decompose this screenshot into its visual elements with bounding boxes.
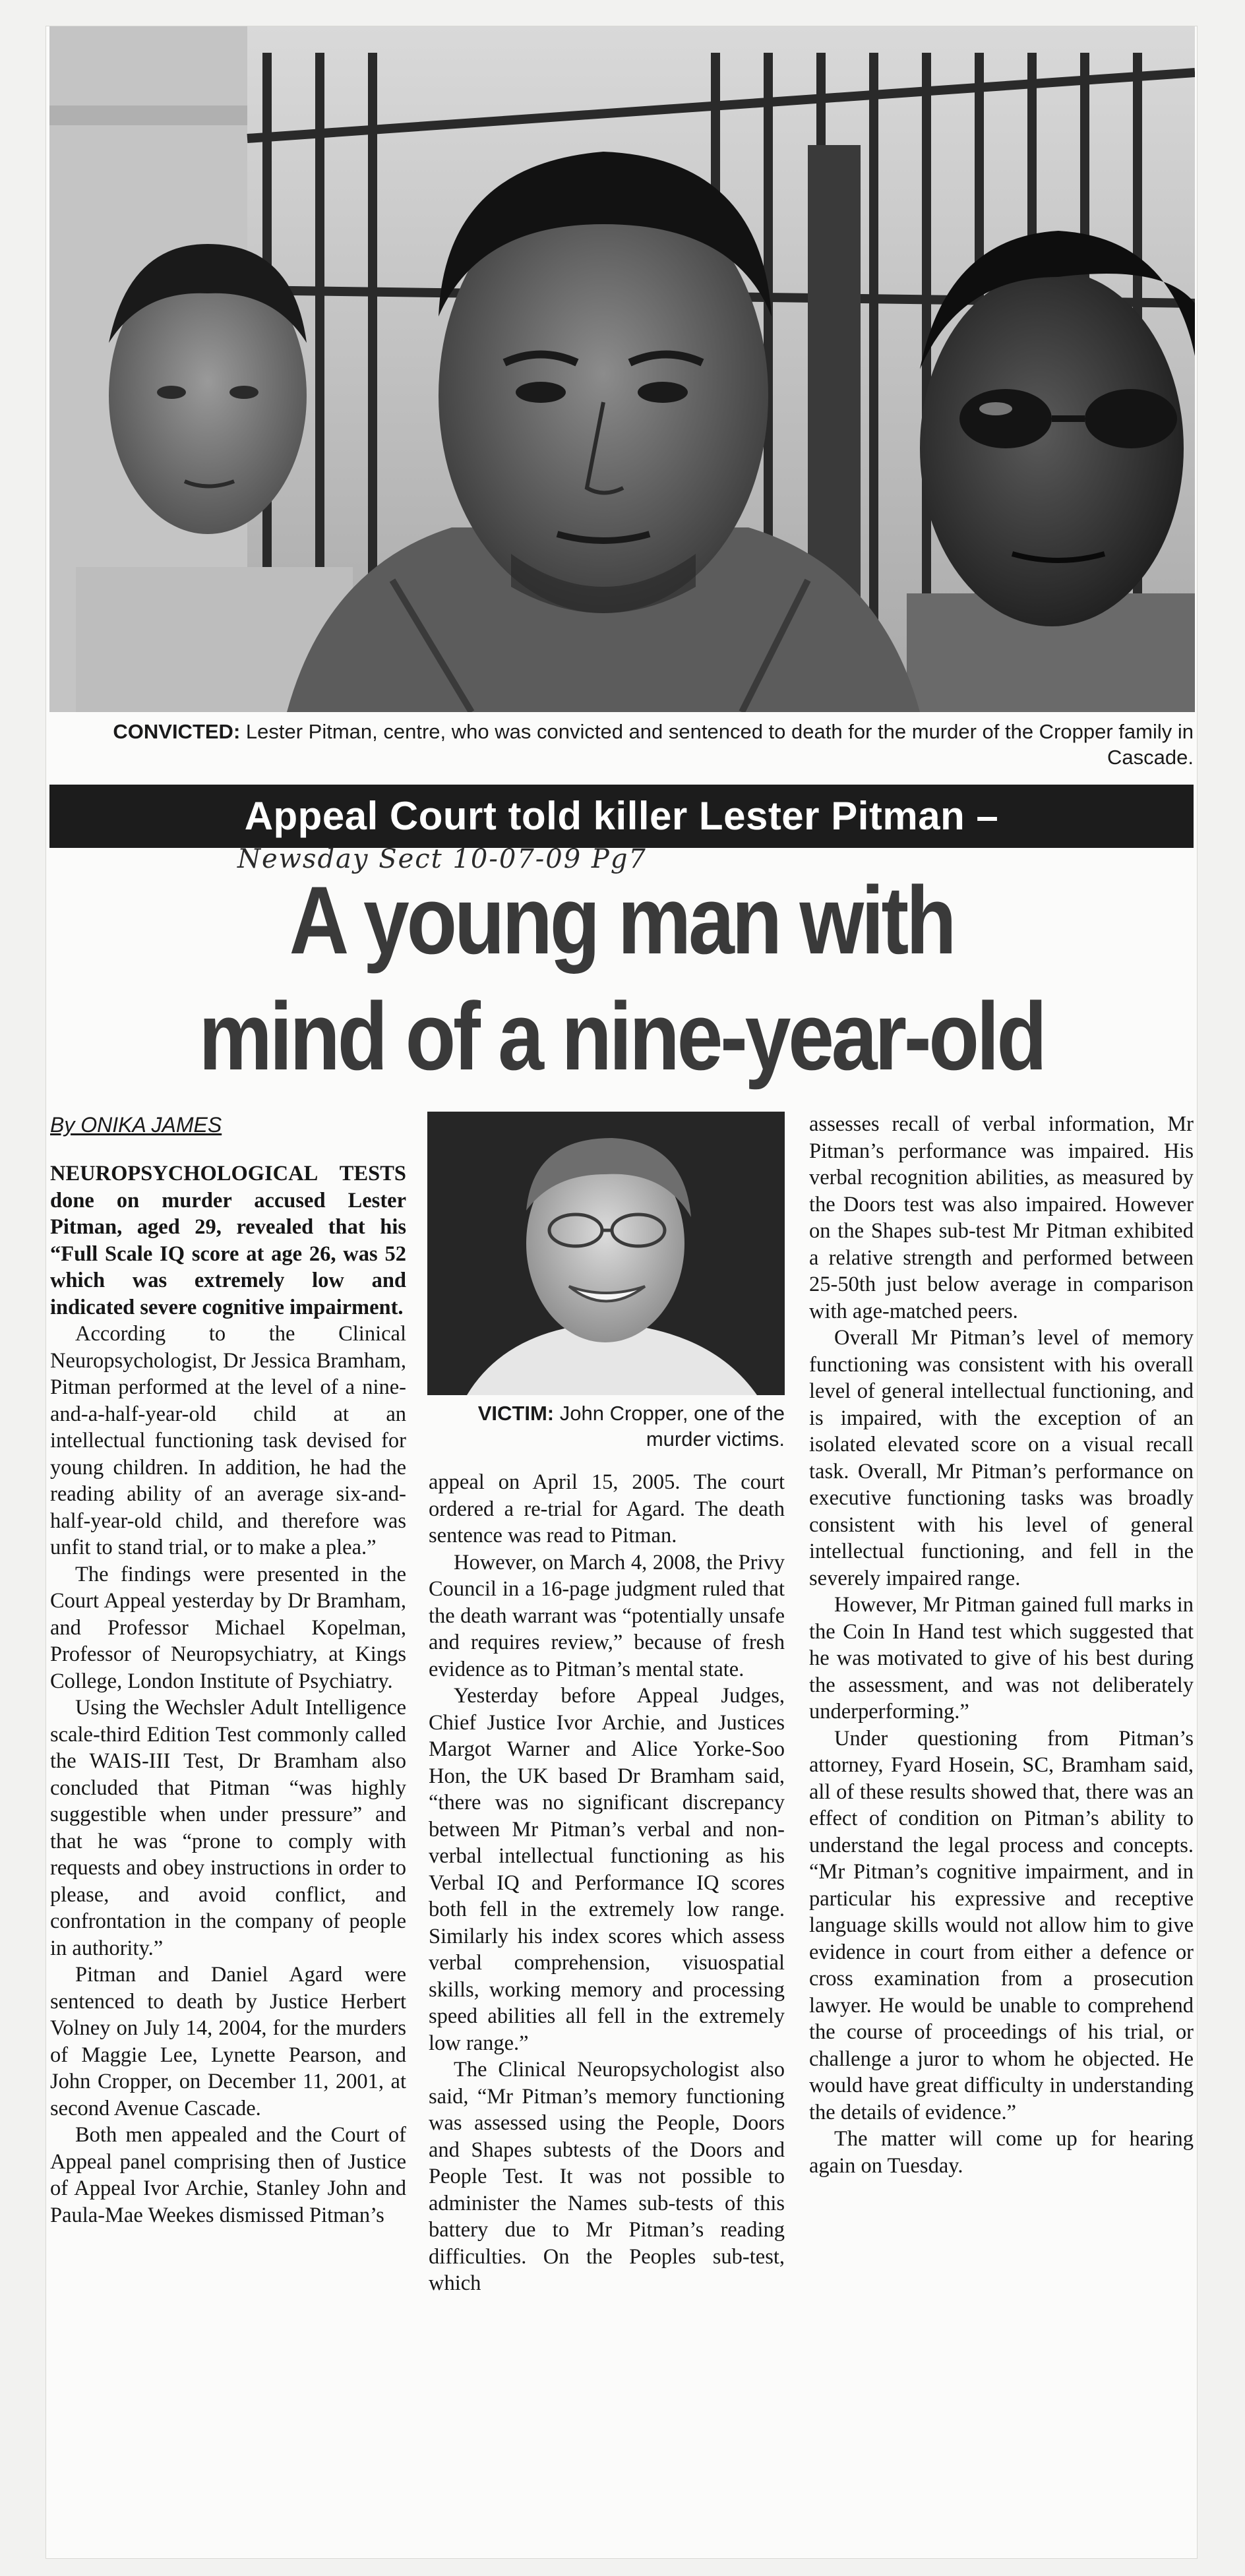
headline-line-2: mind of a nine-year-old	[198, 982, 1045, 1090]
article-column-1	[50, 1160, 406, 2229]
victim-photo-caption	[429, 1400, 785, 1452]
main-headline	[127, 862, 1116, 1094]
paragraph: According to the Clinical Neuropsychologist, Dr Jessica Bramham, Pitman performed at the level of a nine-and-a-half-year-old child at an intellectual functioning task devised for young children. In addition, he had the reading ability of an average six-and-half-year-old child, and therefore was unfit to stand trial, or to make a plea.”	[50, 1322, 406, 1559]
main-photo-caption	[53, 719, 1194, 770]
paragraph: Under questioning from Pitman’s attorney, Fyard Hosein, SC, Bramham said, all of these results showed that, there was an effect of condition on Pitman’s ability to understand the legal process and concepts. “Mr Pitman’s cognitive impairment, and in particular his expressive and receptive language skills would not allow him to give evidence in court from either a defence or cross examination from a prosecution lawyer. He would be unable to comprehend the course of proceedings of his trial, or challenge a juror to whom he objected. He would have great difficulty in understanding the details of evidence.”	[809, 1726, 1194, 2124]
paragraph: The findings were presented in the Court Appeal yesterday by Dr Bramham, and Professor Michael Kopelman, Professor of Neuropsychiatry, at Kings College, London Institute of Psychiatry.	[50, 1562, 406, 1693]
main-photo	[49, 26, 1195, 712]
article-column-2	[429, 1469, 785, 2297]
paragraph: Pitman and Daniel Agard were sentenced to death by Justice Herbert Volney on July 14, 2004, for the murders of Maggie Lee, Lynette Pearson, and John Cropper, on December 11, 2001, at second Avenue Cascade.	[50, 1963, 406, 2120]
kicker-headline: Appeal Court told killer Lester Pitman –	[49, 785, 1194, 848]
paragraph: Overall Mr Pitman’s level of memory functioning was consistent with his overall level of general intellectual functioning, and is impaired, with the exception of an isolated elevated score on a visual recall task. Overall, Mr Pitman’s performance on executive functioning tasks was broadly consistent with his level of general intellectual functioning, and fell in the severely impaired range.	[809, 1326, 1194, 1590]
article-column-3	[809, 1111, 1194, 2179]
main-photo-caption-text: Lester Pitman, centre, who was convicted and sentenced to death for the murder of the Cropper family in Cascade.	[245, 720, 1194, 769]
paragraph: assesses recall of verbal information, Mr Pitman’s performance was impaired. His verbal recognition abilities, as measured by the Doors test was also impaired. However on the Shapes sub-test Mr Pitman exhibited a relative strength and performed between 25-50th just below average in comparison with age-matched peers.	[809, 1112, 1194, 1323]
victim-photo	[427, 1112, 785, 1395]
paragraph: appeal on April 15, 2005. The court ordered a re-trial for Agard. The death sentence was read to Pitman.	[429, 1470, 785, 1547]
paragraph: The matter will come up for hearing again on Tuesday.	[809, 2127, 1194, 2178]
byline: By ONIKA JAMES	[50, 1113, 222, 1137]
paragraph: However, Mr Pitman gained full marks in the Coin In Hand test which suggested that he was motivated to give of his best during the assessment, and was not deliberately underperforming.”	[809, 1593, 1194, 1723]
main-photo-illustration	[49, 26, 1195, 712]
paragraph: Yesterday before Appeal Judges, Chief Justice Ivor Archie, and Justices Margot Warner and Alice Yorke-Soo Hon, the UK based Dr Bramham said, “there was no significant discrepancy between Mr Pitman’s verbal and non-verbal intellectual functioning as his Verbal IQ and Performance IQ scores both fell in the extremely low range. Similarly his index scores which assess verbal comprehension, visuospatial skills, working memory and processing speed abilities all fell in the extremely low range.”	[429, 1684, 785, 2055]
paragraph: Using the Wechsler Adult Intelligence scale-third Edition Test commonly called the WAIS-III Test, Dr Bramham also concluded that Pitman “was highly suggestible when under pressure” and that he was “prone to comply with requests and obey instructions in order to please, and avoid conflict, and confrontation in the company of people in authority.”	[50, 1696, 406, 1960]
paragraph: Both men appealed and the Court of Appeal panel comprising then of Justice of Appeal Ivor Archie, Stanley John and Paula-Mae Weekes dismissed Pitman’s	[50, 2123, 406, 2227]
paragraph: However, on March 4, 2008, the Privy Council in a 16-page judgment ruled that the death warrant was “potentially unsafe and requires review,” because of fresh evidence as to Pitman’s mental state.	[429, 1550, 785, 1681]
newspaper-clipping	[46, 26, 1197, 2558]
lead-paragraph: NEUROPSYCHOLOGICAL TESTS done on murder accused Lester Pitman, aged 29, revealed that his “Full Scale IQ score at age 26, was 52 which was extremely low and indicated severe cognitive impairment.	[50, 1162, 406, 1319]
victim-caption-text: John Cropper, one of the murder victims.	[559, 1402, 785, 1451]
victim-photo-illustration	[427, 1112, 785, 1395]
headline-line-1: A young man with	[289, 866, 954, 974]
victim-caption-label: VICTIM:	[477, 1402, 555, 1425]
handwritten-note: Newsday Sect 10-07-09 Pg7	[237, 844, 647, 874]
main-photo-caption-label: CONVICTED:	[113, 720, 241, 743]
paragraph: The Clinical Neuropsychologist also said, “Mr Pitman’s memory functioning was assessed using the People, Doors and Shapes subtests of the Doors and People Test. It was not possible to administer the Names sub-tests of this battery due to Mr Pitman’s reading difficulties. On the Peoples sub-test, which	[429, 2058, 785, 2295]
